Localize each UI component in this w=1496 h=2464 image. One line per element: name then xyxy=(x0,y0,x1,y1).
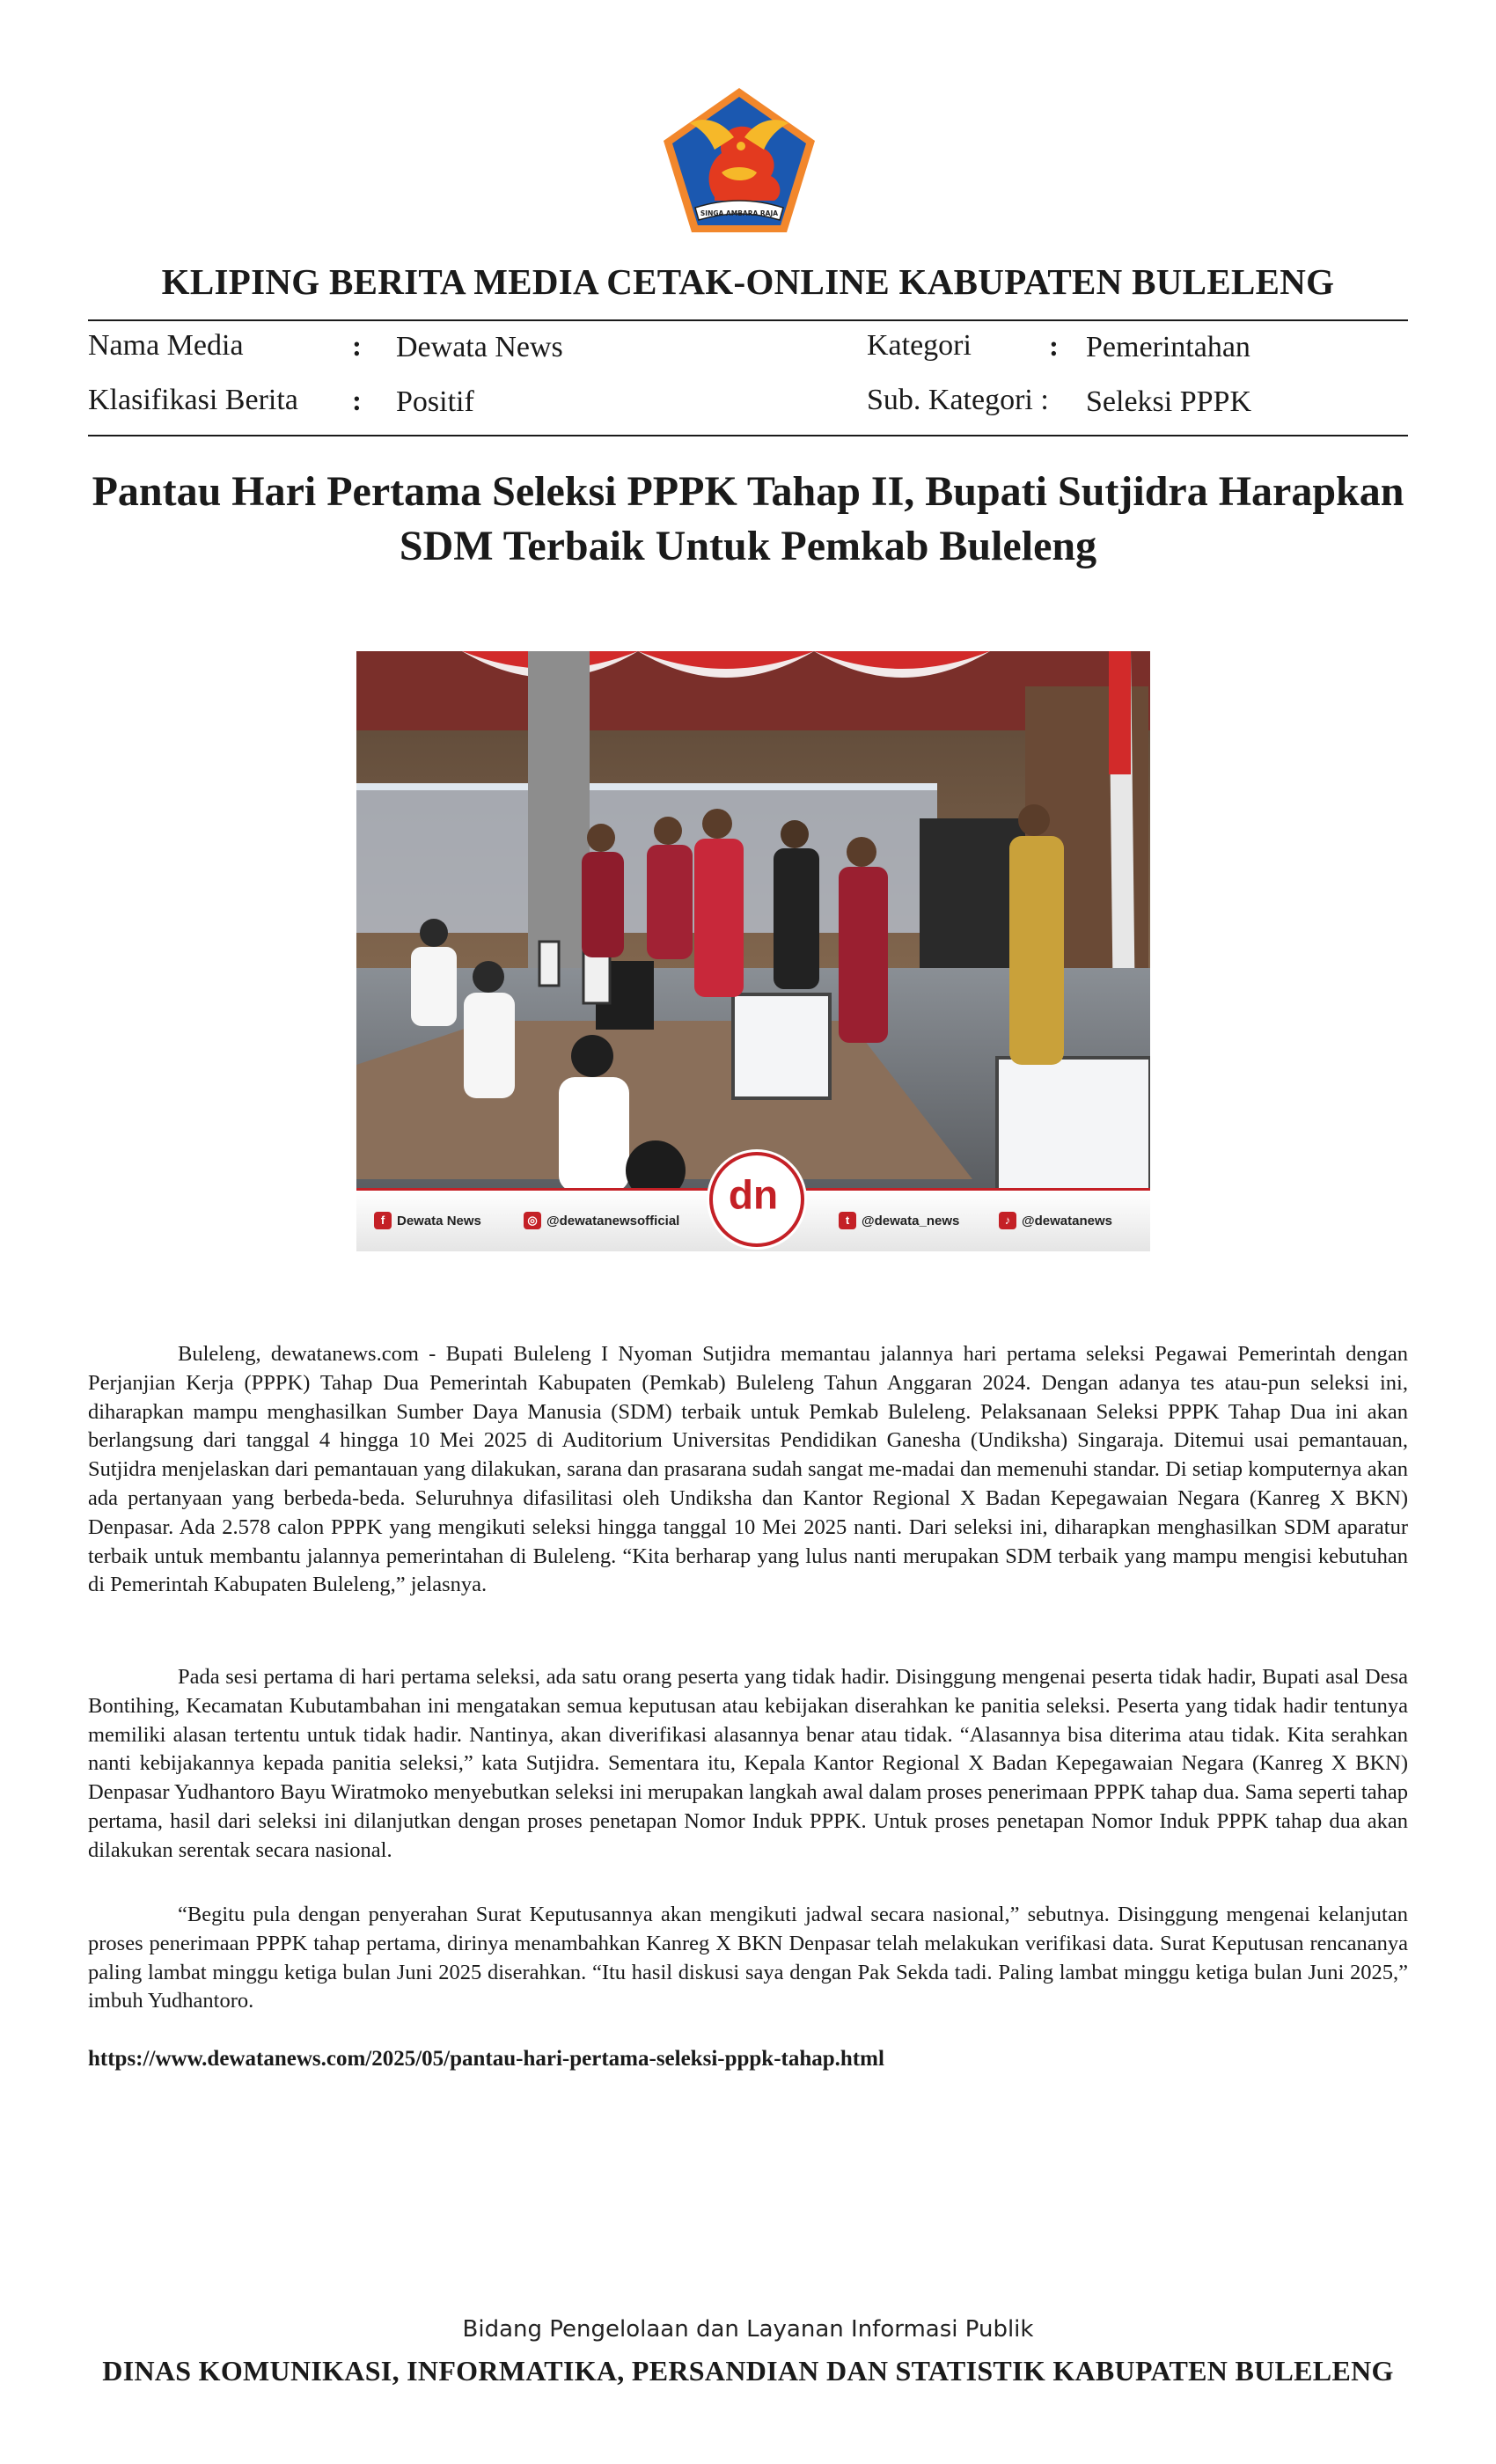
tiktok-icon: ♪ xyxy=(999,1212,1016,1229)
document-title: KLIPING BERITA MEDIA CETAK-ONLINE KABUPATEN BULELENG xyxy=(161,261,1335,302)
dewata-news-logo xyxy=(709,1152,804,1247)
subcategory-value: Seleksi PPPK xyxy=(1086,385,1251,418)
article-paragraph-1: Buleleng, dewatanews.com - Bupati Buleleng I Nyoman Sutjidra memantau jalannya hari pertama seleksi Pegawai Pemerintah dengan Perjanjian Kerja (PPPK) Tahap Dua Pemerintah Kabupaten (Pemkab) Buleleng Tahun Anggaran 2024. Dengan adanya tes atau-pun seleksi ini, diharapkan mampu menghasilkan Sumber Daya Manusia (SDM) terbaik untuk Pemkab Buleleng. Pelaksanaan Seleksi PPPK Tahap Dua ini akan berlangsung dari tanggal 4 hingga 10 Mei 2025 di Auditorium Universitas Pendidikan Ganesha (Undiksha) Singaraja. Ditemui usai pemantauan, Sutjidra menjelaskan dari pemantauan yang dilakukan, sarana dan prasarana sudah sangat me-madai dan memenuhi standar. Di setiap komputernya akan ada pertanyaan yang berbeda-beda. Seluruhnya difasilitasi oleh Undiksha dan Kantor Regional X Badan Kepegawaian Negara (Kanreg X BKN) Denpasar. Ada 2.578 calon PPPK yang mengikuti seleksi hingga tanggal 10 Mei 2025 nanti. Dari seleksi ini, diharapkan menghasilkan SDM aparatur terbaik untuk membantu jalannya pemerintahan di Buleleng. “Kita berharap yang lulus nanti merupakan SDM terbaik yang mampu mengisi kebutuhan di Pemerintah Kabupaten Buleleng,” jelasnya. xyxy=(88,1342,1408,1597)
photo-social-banner xyxy=(356,1171,1150,1251)
category-label: Kategori xyxy=(867,329,972,362)
media-colon: : xyxy=(352,331,362,363)
buleleng-emblem-logo xyxy=(660,84,818,236)
media-label: Nama Media xyxy=(88,329,244,362)
facebook-icon: f xyxy=(374,1212,392,1229)
article-paragraph-2: Pada sesi pertama di hari pertama seleksi, ada satu orang peserta yang tidak hadir. Disinggung mengenai peserta tidak hadir, Bupati asal Desa Bontihing, Kecamatan Kubutambahan ini mengatakan semua keputusan atau kebijakan diserahkan ke panitia seleksi. Peserta yang tidak hadir tentunya memiliki alasan tertentu untuk tidak hadir. Nantinya, akan diverifikasi alasannya benar atau tidak. “Alasannya bisa diterima atau tidak. Kita serahkan nanti kebijakannya kepada panitia seleksi,” kata Sutjidra. Sementara itu, Kepala Kantor Regional X Badan Kepegawaian Negara (Kanreg X BKN) Denpasar Yudhantoro Bayu Wiratmoko menyebutkan seleksi ini merupakan langkah awal dalam proses penerimaan PPPK tahap dua. Sama seperti tahap pertama, hasil dari seleksi ini dilanjutkan dengan proses penetapan Nomor Induk PPPK. Untuk proses penetapan Nomor Induk PPPK tahap dua akan dilakukan serentak secara nasional. xyxy=(88,1665,1408,1862)
article-headline xyxy=(88,465,1408,574)
footer-agency-name: DINAS KOMUNIKASI, INFORMATIKA, PERSANDIAN DAN STATISTIK KABUPATEN BULELENG xyxy=(102,2355,1394,2387)
classification-label: Klasifikasi Berita xyxy=(88,384,298,416)
headline-line-1: Pantau Hari Pertama Seleksi PPPK Tahap II, Bupati Sutjidra Harapkan xyxy=(92,468,1404,515)
category-value: Pemerintahan xyxy=(1086,331,1250,363)
svg-text:dn: dn xyxy=(728,1171,779,1218)
dn-logo-icon xyxy=(713,1155,794,1236)
classification-colon: : xyxy=(352,385,362,417)
footer-unit-name: Bidang Pengelolaan dan Layanan Informasi Publik xyxy=(462,2316,1034,2343)
header-bottom-rule xyxy=(88,435,1408,436)
twitter-handle: t @dewata_news xyxy=(839,1212,959,1229)
subcategory-label: Sub. Kategori : xyxy=(867,384,1049,416)
classification-value: Positif xyxy=(396,385,474,418)
article-photo xyxy=(356,651,1150,1251)
headline-line-2: SDM Terbaik Untuk Pemkab Buleleng xyxy=(399,523,1097,569)
lion-emblem-icon xyxy=(660,84,818,236)
media-value: Dewata News xyxy=(396,331,563,363)
facebook-handle: f Dewata News xyxy=(374,1212,481,1229)
twitter-icon: t xyxy=(839,1212,856,1229)
article-paragraph-3: “Begitu pula dengan penyerahan Surat Keputusannya akan mengikuti jadwal secara nasional,” sebutnya. Disinggung mengenai kelanjutan proses penerimaan PPPK tahap pertama, dirinya menambahkan Kanreg X BKN Denpasar telah melakukan verifikasi data. Surat Keputusan rencananya paling lambat minggu ketiga bulan Juni 2025 diserahkan. “Itu hasil diskusi saya dengan Pak Sekda tadi. Paling lambat minggu ketiga bulan Juni 2025,” imbuh Yudhantoro. xyxy=(88,1903,1408,2013)
category-colon: : xyxy=(1049,331,1059,363)
instagram-icon: ◎ xyxy=(524,1212,541,1229)
instagram-handle: ◎ @dewatanewsofficial xyxy=(524,1212,679,1229)
header-top-rule xyxy=(88,319,1408,321)
article-source-link[interactable]: https://www.dewatanews.com/2025/05/pantau-hari-pertama-seleksi-pppk-tahap.html xyxy=(88,2047,884,2071)
tiktok-handle: ♪ @dewatanews xyxy=(999,1212,1112,1229)
svg-text:SINGA AMBARA RAJA: SINGA AMBARA RAJA xyxy=(700,209,779,217)
photo-scene-illustration xyxy=(356,651,1150,1190)
